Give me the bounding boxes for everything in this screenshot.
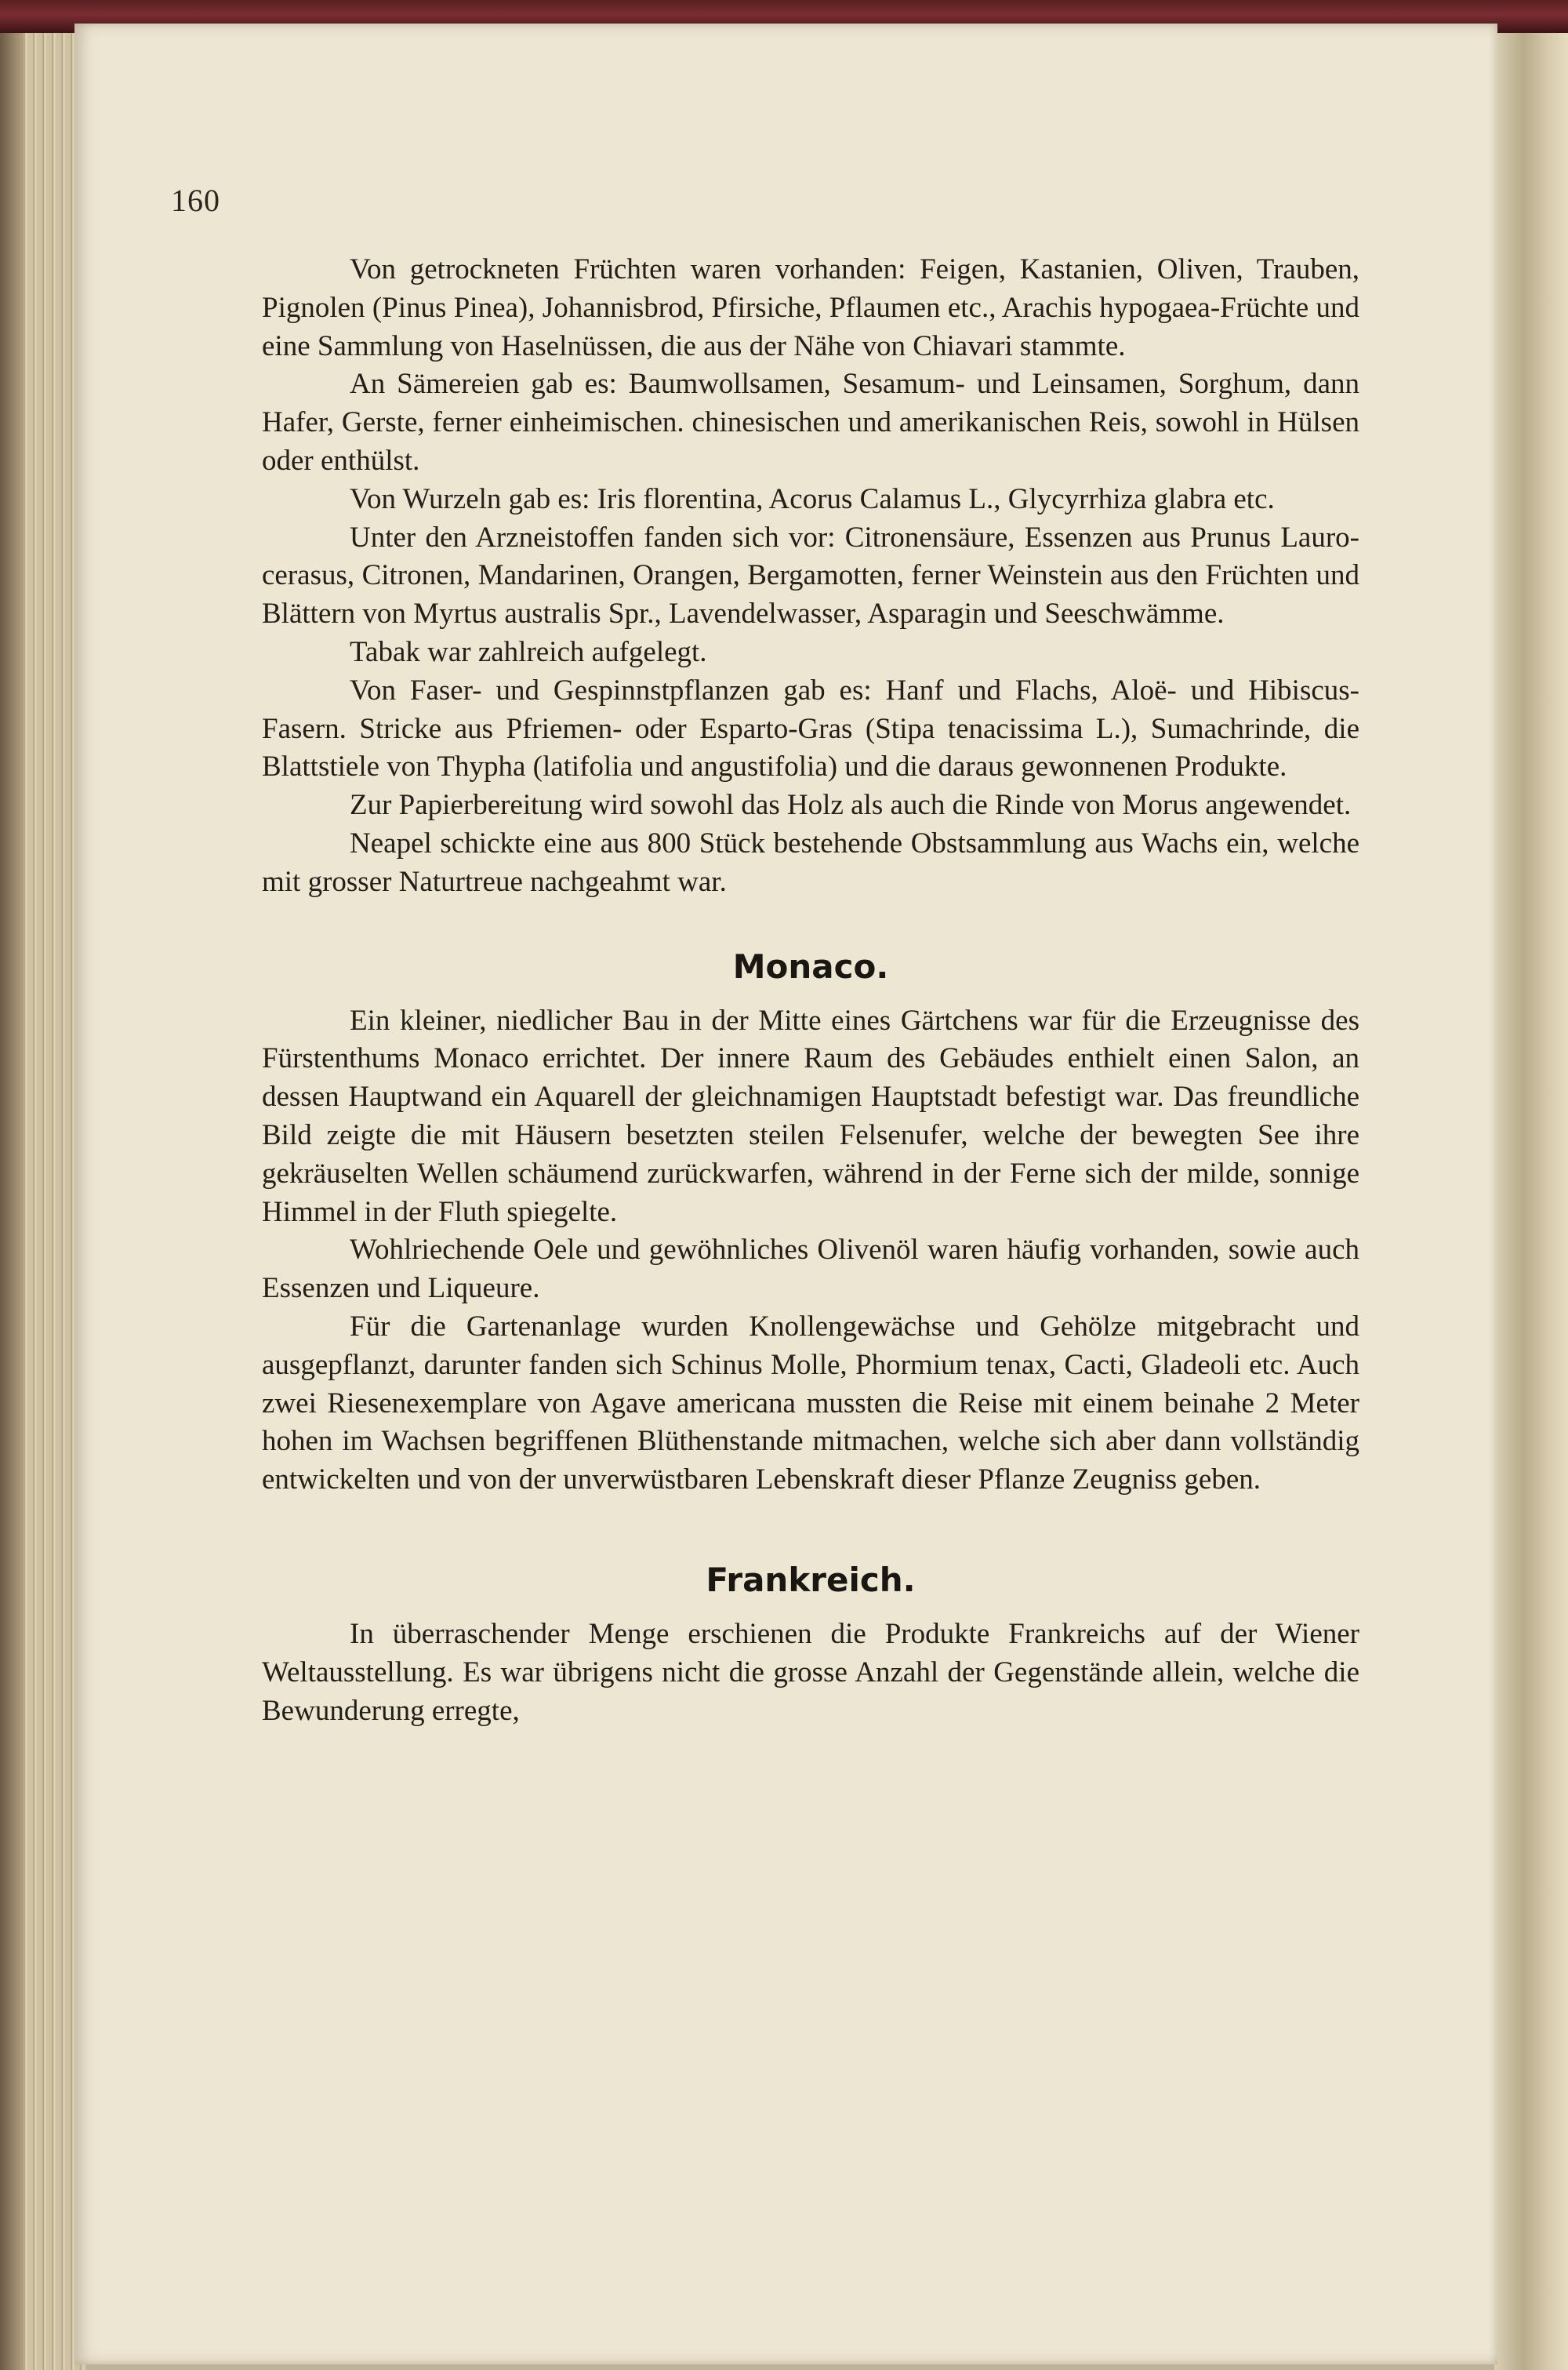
section-heading-monaco: Monaco.: [732, 947, 889, 986]
paragraph-fibres: Von Faser- und Gespinnstpflanzen gab es: Hanf und Flachs, Aloë- und Hibiscus-Fasern. Stricke aus Pfriemen- oder Esparto-Gras (Stipa tenacissima L.), Sumachrinde, die Blattstiele von Thypha (latifolia und angustifolia) und die daraus gewonnenen Produkte.: [262, 674, 1359, 783]
book-spine-shadow: [0, 0, 24, 2370]
page-number: 160: [171, 183, 220, 218]
paragraph-paper: Zur Papierbereitung wird sowohl das Holz als auch die Rinde von Morus angewendet.: [350, 789, 1352, 822]
page-body: [262, 251, 1359, 1730]
paragraph-monaco-garden: Für die Gartenanlage wurden Knollengewächse und Gehölze mitgebracht und ausgepflanzt, darunter fanden sich Schinus Molle, Phormium tenax, Cacti, Gladeoli etc. Auch zwei Riesenexemplare von Agave americana mussten die Reise mit einem beinahe 2 Meter hohen im Wachsen begriffenen Blüthenstande mitmachen, welche sich aber dann vollständig entwickelten und von der unverwüstbaren Lebenskraft dieser Pflanze Zeugniss geben.: [262, 1310, 1359, 1496]
paragraph-roots: Von Wurzeln gab es: Iris florentina, Acorus Calamus L., Glycyrrhiza glabra etc.: [350, 482, 1275, 515]
section-heading-frankreich: Frankreich.: [706, 1560, 916, 1599]
paragraph-monaco-building: Ein kleiner, niedlicher Bau in der Mitte eines Gärtchens war für die Erzeugnisse des Fürstenthums Monaco errichtet. Der innere Raum des Gebäudes enthielt einen Salon, an dessen Hauptwand ein Aquarell der gleichnamigen Hauptstadt befestigt war. Das freundliche Bild zeigte die mit Häusern besetzten steilen Felsenufer, welche der bewegten See ihre gekräuselten Wellen schäumend zurückwarfen, während in der Ferne sich der milde, sonnige Himmel in der Fluth spiegelte.: [262, 1004, 1359, 1228]
paragraph-medicinal: Unter den Arzneistoffen fanden sich vor: Citronensäure, Essenzen aus Prunus Lauro-cerasus, Citronen, Mandarinen, Orangen, Bergamotten, ferner Weinstein aus den Früchten und Blättern von Myrtus australis Spr., Lavendelwasser, Asparagin und Seeschwämme.: [262, 521, 1359, 631]
paragraph-naples: Neapel schickte eine aus 800 Stück bestehende Obstsammlung aus Wachs ein, welche mit grosser Naturtreue nachgeahmt war.: [262, 827, 1359, 898]
book-page-edges-right: [1494, 0, 1568, 2370]
paragraph-monaco-oils: Wohlriechende Oele und gewöhnliches Olivenöl waren häufig vorhanden, sowie auch Essenzen und Liqueure.: [262, 1234, 1359, 1305]
paragraph-tobacco: Tabak war zahlreich aufgelegt.: [350, 635, 707, 668]
paragraph-frankreich-intro: In überraschender Menge erschienen die Produkte Frankreichs auf der Wiener Weltausstellung. Es war übrigens nicht die grosse Anzahl der Gegenstände allein, welche die Bewunderung erregte,: [262, 1617, 1359, 1727]
paragraph-dried-fruits: Von getrockneten Früchten waren vorhanden: Feigen, Kastanien, Oliven, Trauben, Pignolen (Pinus Pinea), Johannisbrod, Pfirsiche, Pflaumen etc., Arachis hypogaea-Früchte und eine Sammlung von Haselnüssen, die aus der Nähe von Chiavari stammte.: [262, 253, 1359, 362]
paragraph-seeds: An Sämereien gab es: Baumwollsamen, Sesamum- und Leinsamen, Sorghum, dann Hafer, Gerste, ferner einheimischen. chinesischen und amerikanischen Reis, sowohl in Hülsen oder enthülst.: [262, 368, 1359, 477]
